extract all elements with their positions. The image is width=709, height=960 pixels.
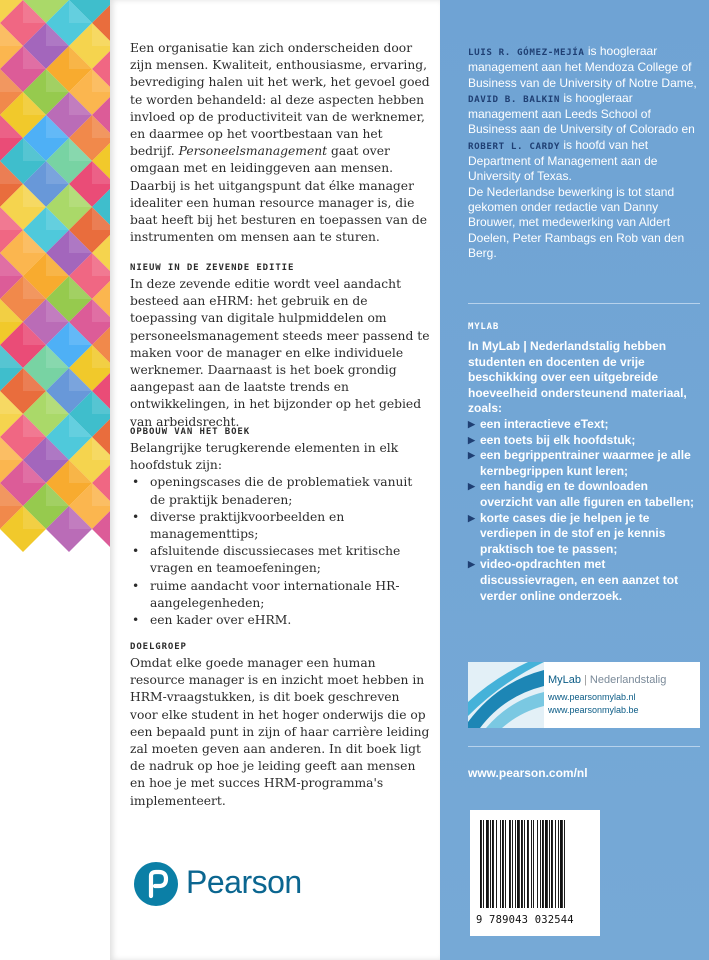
triangle-bullet-icon: ▶ [468,481,475,492]
intro-text-start: Een organisatie kan zich onderscheiden door zijn mensen. Kwaliteit, enthousiasme, ervaring, bevrediging halen uit het werk, het gevoel goed te worden behandeld: al deze aspecten hebben invloed op de productiviteit van de werknemer, en daarmee op het voortbestaan van het bedrijf. [130,41,430,159]
section-heading-book-structure: OPBOUW VAN HET BOEK [130,427,251,437]
author-bio-cardy: is hoofd van het Department of Management aan de University of Texas. [468,137,658,184]
pearson-mark-icon [134,862,178,906]
list-item: ▶ korte cases die je helpen je te verdiepen in de stof en je kennis praktisch toe te passen; [468,510,666,556]
author-bio-balkin: is hoogleraar management aan Leeds School of Business aan de University of Colorado en [468,90,695,137]
dutch-edition-credits: De Nederlandse bewerking is tot stand gekomen onder redactie van Danny Brouwer, met medewerking van Aldert Doelen, Peter Rambags en Rob van den Berg. [468,184,685,260]
intro-paragraph [130,40,430,246]
section-audience-text: Omdat elke goede manager een human resource manager is en inzicht moet hebben in HRM-vraagstukken, is dit boek geschreven voor elke student in het hoger onderwijs die op een bepaald punt in zijn of haar carrière leiding zal moeten geven aan anderen. In dit boek ligt de nadruk op hoe je leiding geeft aan mensen en hoe je met succes HRM-programma's implementeert. [130,656,430,808]
author-name-balkin: DAVID B. BALKIN [468,93,560,105]
mylab-brand-label: MyLab | Nederlandstalig [548,674,667,686]
bullet-icon: • [132,544,140,559]
mylab-heading: MYLAB [468,322,500,332]
mylab-promo-box [468,662,700,728]
mylab-swoosh-graphic [468,662,544,728]
decorative-diamond-pattern [0,0,110,960]
section-new-edition-text: In deze zevende editie wordt veel aandacht besteed aan eHRM: het gebruik en de toepassing van digitale hulpmiddelen om personeelsmanagement steeds meer passend te maken voor de manager en elke individuele werknemer. Daarnaast is het boek grondig aangepast aan de laatste trends en ontwikkelingen, in het bijzonder op het gebied van arbeidsrecht. [130,277,430,429]
isbn-barcode [470,810,600,936]
section-book-structure [130,425,430,629]
list-item: • diverse praktijkvoorbeelden en managementtips; [132,509,345,542]
list-item: ▶ een interactieve eText; [468,416,609,431]
list-item: ▶ een handig en te downloaden overzicht van alle figuren en tabellen; [468,479,695,509]
structure-bullet-list [130,474,430,629]
list-item: ▶ een begrippentrainer waarmee je alle kernbegrippen kunt leren; [468,448,691,478]
list-item: ▶ een toets bij elk hoofdstuk; [468,432,636,447]
bullet-icon: • [132,578,140,593]
section-audience [130,640,430,810]
list-item: • ruime aandacht voor internationale HR-aangelegenheden; [132,578,400,610]
divider [468,746,700,747]
triangle-bullet-icon: ▶ [468,450,475,461]
triangle-bullet-icon: ▶ [468,418,475,429]
section-heading-new-edition: NIEUW IN DE ZEVENDE EDITIE [130,263,295,273]
barcode-bars-graphic [478,820,592,912]
list-item: ▶ video-opdrachten met discussievragen, en een aanzet tot verder online onderzoek. [468,557,679,603]
author-name-gomez-mejia: LUIS R. GÓMEZ-MEJÍA [468,47,585,58]
bullet-icon: • [132,613,140,628]
intro-italic-term: Personeelsmanagement [178,144,328,159]
pearson-logo [134,862,334,912]
author-bio-gomez-mejia: is hoogleraar management aan het Mendoza College of Business van de University of Notre Dame, [468,44,697,90]
section-heading-audience: DOELGROEP [130,642,187,652]
section-book-structure-text: Belangrijke terugkerende elementen in elk hoofdstuk zijn: [130,441,399,473]
bullet-icon: • [132,475,140,490]
isbn-number: 9 789043 032544 [476,914,574,926]
triangle-bullet-icon: ▶ [468,434,475,445]
mylab-description [468,339,700,604]
triangle-bullet-icon: ▶ [468,559,475,570]
list-item: • openingscases die de problematiek vanuit de praktijk benaderen; [132,475,413,507]
mylab-url-be[interactable]: www.pearsonmylab.be [548,705,639,715]
intro-text-end: gaat over omgaan met en leidinggeven aan mensen. Daarbij is het uitgangspunt dat élke manager idealiter een human resource manager is, die baat heeft bij het besturen en toepassen van de instrumenten om mensen aan te sturen. [130,144,428,245]
divider [468,303,700,304]
mylab-intro: In MyLab | Nederlandstalig hebben studenten en docenten de vrije beschikking over een uitgebreide hoeveelheid ondersteunend materiaal, zoals: [468,339,687,416]
author-name-cardy: ROBERT L. CARDY [468,140,560,152]
section-new-edition [130,261,430,431]
pearson-wordmark: Pearson [186,864,302,900]
list-item: • een kader over eHRM. [130,612,430,629]
pearson-website-link[interactable]: www.pearson.com/nl [468,766,588,780]
triangle-bullet-icon: ▶ [468,512,475,523]
diamond-pattern-graphic [0,0,110,960]
authors-block [468,44,700,261]
mylab-feature-list [468,417,700,604]
list-item: • afsluitende discussiecases met kritische vragen en teamoefeningen; [132,544,401,576]
mylab-url-nl[interactable]: www.pearsonmylab.nl [548,692,636,702]
bullet-icon: • [132,509,140,524]
back-cover-text-panel [110,0,440,960]
